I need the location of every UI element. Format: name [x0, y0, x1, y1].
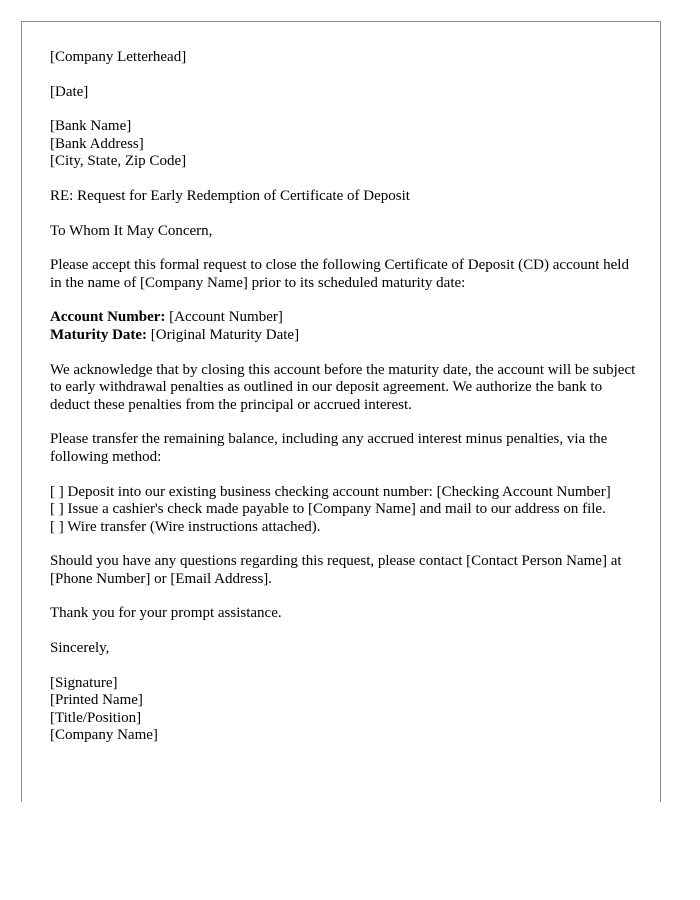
bank-address: [Bank Address] — [50, 135, 144, 152]
company-letterhead: [Company Letterhead] — [50, 49, 187, 65]
maturity-date-line — [50, 327, 638, 345]
maturity-date-value: [Original Maturity Date] — [147, 326, 300, 343]
acknowledgement-paragraph: We acknowledge that by closing this account before the maturity date, the account will be subject to early withdrawal penalties as outlined in our deposit agreement. We authorize the bank to deduct these penalties from the principal or accrued interest. — [50, 361, 636, 413]
title-position: [Title/Position] — [50, 709, 142, 726]
bank-address-block — [50, 118, 638, 171]
signer-company-name: [Company Name] — [50, 727, 158, 744]
account-number-line — [50, 309, 638, 327]
signature-block — [50, 675, 638, 745]
contact-paragraph: Should you have any questions regarding this request, please contact [Contact Person Name] at [Phone Number] or [Email Address]. — [50, 553, 622, 587]
signature-placeholder: [Signature] — [50, 674, 118, 691]
maturity-date-label: Maturity Date: — [50, 326, 148, 343]
account-details — [50, 309, 638, 344]
transfer-options — [50, 484, 638, 537]
letter-page — [21, 21, 661, 802]
salutation: To Whom It May Concern, — [50, 222, 213, 239]
transfer-option-wire: [ ] Wire transfer (Wire instructions attached). — [50, 518, 321, 535]
thanks-line: Thank you for your prompt assistance. — [50, 605, 282, 622]
transfer-intro-paragraph: Please transfer the remaining balance, including any accrued interest minus penalties, via the following method: — [50, 431, 608, 465]
subject-line: RE: Request for Early Redemption of Certificate of Deposit — [50, 187, 410, 204]
letter-content — [50, 49, 638, 762]
printed-name: [Printed Name] — [50, 692, 143, 709]
bank-city-state-zip: [City, State, Zip Code] — [50, 153, 187, 170]
transfer-option-deposit: [ ] Deposit into our existing business checking account number: [Checking Account Number] — [50, 483, 611, 500]
letter-date: [Date] — [50, 83, 89, 100]
account-number-label: Account Number: — [50, 309, 166, 326]
account-number-value: [Account Number] — [165, 309, 283, 326]
bank-name: [Bank Name] — [50, 118, 132, 135]
closing-line: Sincerely, — [50, 640, 110, 657]
intro-paragraph: Please accept this formal request to close the following Certificate of Deposit (CD) account held in the name of [Company Name] prior to its scheduled maturity date: — [50, 257, 629, 291]
transfer-option-cashiers-check: [ ] Issue a cashier's check made payable to [Company Name] and mail to our address on file. — [50, 501, 606, 518]
